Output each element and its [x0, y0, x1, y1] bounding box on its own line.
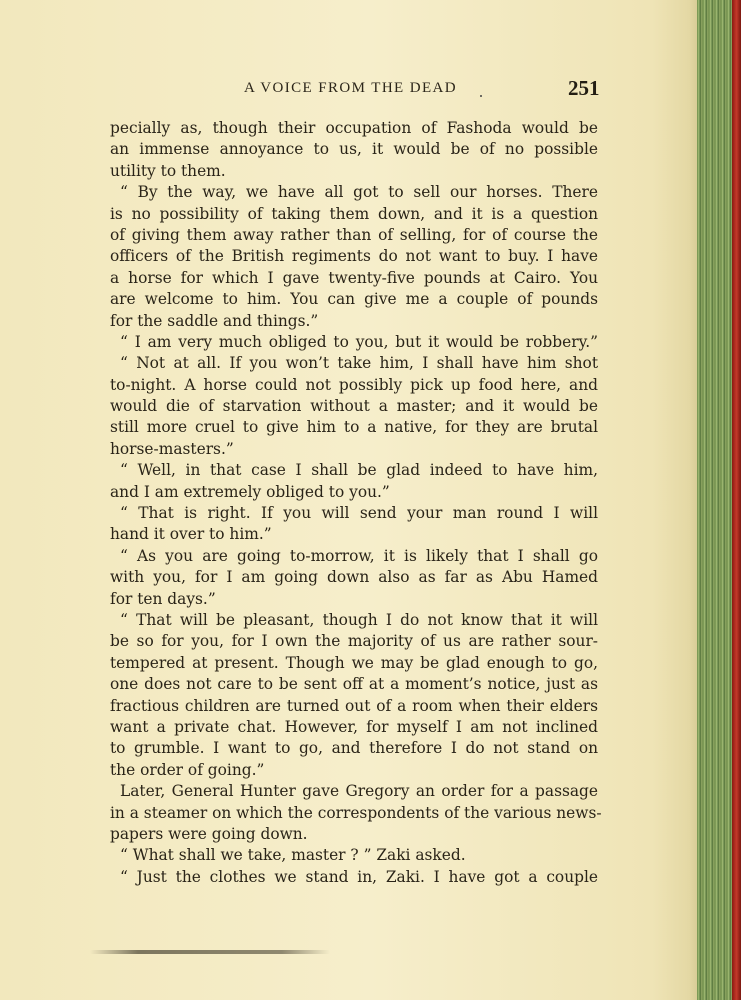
page-number: 251	[568, 76, 600, 100]
body-text	[110, 118, 602, 888]
text-line: “ That is right. If you will send your man round I will	[120, 504, 598, 523]
text-line: tempered at present. Though we may be glad enough to go,	[110, 653, 598, 672]
text-line: with you, for I am going down also as far as Abu Hamed	[110, 568, 598, 587]
text-line: would die of starvation without a master; and it would be	[110, 397, 598, 416]
text-line: hand it over to him.”	[110, 525, 272, 544]
text-line: be so for you, for I own the majority of us are rather sour-	[110, 632, 598, 651]
text-line: papers were going down.	[110, 824, 308, 843]
text-line: “ As you are going to-morrow, it is likely that I shall go	[120, 546, 598, 565]
text-line: the order of going.”	[110, 760, 265, 779]
text-line: to grumble. I want to go, and therefore I do not stand on	[110, 739, 598, 758]
text-line: “ By the way, we have all got to sell our horses. There	[120, 183, 598, 202]
text-line: are welcome to him. You can give me a couple of pounds	[110, 290, 598, 309]
text-line: officers of the British regiments do not want to buy. I have	[110, 247, 598, 266]
text-line: utility to them.	[110, 161, 226, 180]
text-line: “ Not at all. If you won’t take him, I shall have him shot	[120, 354, 598, 373]
running-head-title: A VOICE FROM THE DEAD	[244, 80, 458, 96]
text-line: one does not care to be sent off at a moment’s notice, just as	[110, 675, 598, 694]
text-line: for ten days.”	[110, 589, 216, 608]
text-line: fractious children are turned out of a room when their elders	[110, 696, 598, 715]
text-line: for the saddle and things.”	[110, 311, 319, 330]
text-line: pecially as, though their occupation of Fashoda would be	[110, 119, 598, 137]
text-line: in a steamer on which the correspondents of the various news-	[110, 803, 602, 822]
scan-smudge	[90, 950, 330, 954]
print-speck	[480, 95, 482, 97]
text-line: a horse for which I gave twenty-five pounds at Cairo. You	[110, 268, 598, 287]
text-line: “ Just the clothes we stand in, Zaki. I have got a couple	[120, 867, 598, 886]
text-line: want a private chat. However, for myself I am not inclined	[110, 717, 598, 736]
text-line: and I am extremely obliged to you.”	[110, 482, 390, 501]
text-line: “ Well, in that case I shall be glad indeed to have him,	[120, 461, 598, 480]
text-line: to-night. A horse could not possibly pick up food here, and	[110, 375, 598, 394]
text-line: an immense annoyance to us, it would be of no possible	[110, 140, 598, 159]
text-line: Later, General Hunter gave Gregory an order for a passage	[120, 782, 598, 801]
text-line: still more cruel to give him to a native, for they are brutal	[110, 418, 598, 437]
text-line: is no possibility of taking them down, and it is a question	[110, 204, 598, 223]
text-line: “ What shall we take, master ? ” Zaki asked.	[120, 846, 466, 865]
text-line: horse-masters.”	[110, 439, 234, 458]
text-line: “ That will be pleasant, though I do not know that it will	[120, 610, 598, 629]
text-line: “ I am very much obliged to you, but it would be robbery.”	[120, 332, 598, 351]
text-line: of giving them away rather than of selling, for of course the	[110, 225, 598, 244]
book-cover-edge	[732, 0, 741, 1000]
